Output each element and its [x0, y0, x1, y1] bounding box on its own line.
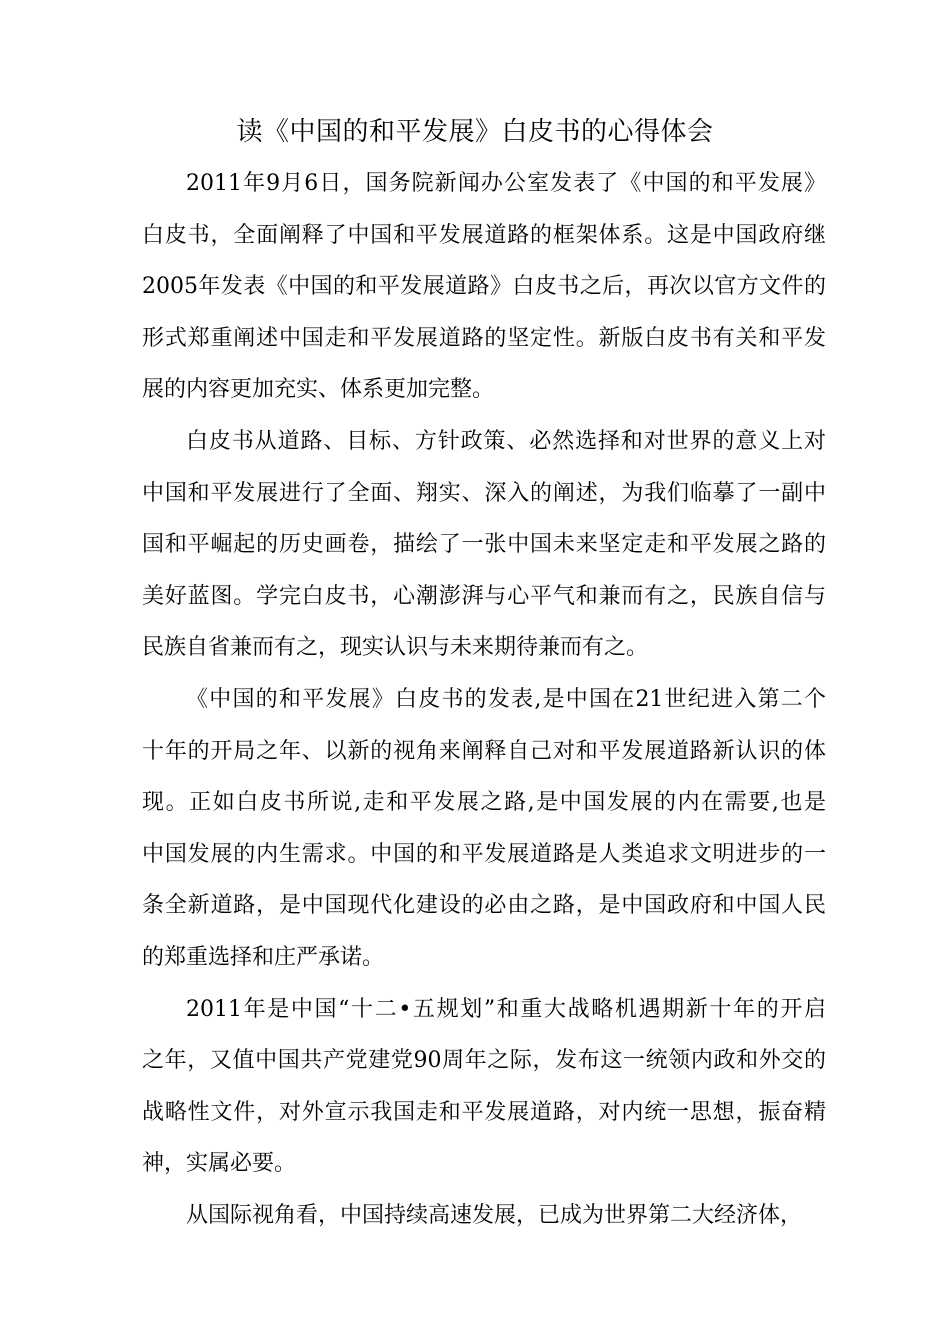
text-line: 《中国的和平发展》白皮书的发表,是中国在21世纪进入第二个 — [186, 686, 826, 712]
text-line: 2011年9月6日，国务院新闻办公室发表了《中国的和平发展》 — [186, 171, 826, 196]
text-line: 中国发展的内生需求。中国的和平发展道路是人类追求文明进步的一 — [142, 841, 826, 867]
text-line: 白皮书从道路、目标、方针政策、必然选择和对世界的意义上对 — [186, 428, 826, 454]
text-line: 中国和平发展进行了全面、翔实、深入的阐述，为我们临摹了一副中 — [142, 480, 826, 506]
text-line: 国和平崛起的历史画卷，描绘了一张中国未来坚定走和平发展之路的 — [142, 532, 826, 558]
text-line: 十年的开局之年、以新的视角来阐释自己对和平发展道路新认识的体 — [142, 738, 826, 764]
document-body — [142, 158, 826, 1241]
paragraph-3 — [142, 674, 826, 984]
paragraph-1 — [142, 158, 826, 416]
text-line: 美好蓝图。学完白皮书，心潮澎湃与心平气和兼而有之，民族自信与 — [142, 583, 826, 609]
paragraph-5 — [142, 1190, 826, 1242]
text-line: 民族自省兼而有之，现实认识与未来期待兼而有之。 — [142, 635, 649, 661]
text-line: 白皮书，全面阐释了中国和平发展道路的框架体系。这是中国政府继 — [142, 222, 826, 248]
text-line: 条全新道路，是中国现代化建设的必由之路，是中国政府和中国人民 — [142, 893, 826, 919]
text-line: 2005年发表《中国的和平发展道路》白皮书之后，再次以官方文件的 — [142, 274, 826, 300]
text-line: 从国际视角看，中国持续高速发展，已成为世界第二大经济体， — [186, 1202, 803, 1228]
text-line: 之年，又值中国共产党建党90周年之际，发布这一统领内政和外交的 — [142, 1048, 826, 1074]
paragraph-4 — [142, 984, 826, 1190]
document-title: 读《中国的和平发展》白皮书的心得体会 — [236, 117, 714, 147]
text-line: 的郑重选择和庄严承诺。 — [142, 944, 385, 970]
text-line: 现。正如白皮书所说,走和平发展之路,是中国发展的内在需要,也是 — [142, 790, 826, 816]
text-line: 战略性文件，对外宣示我国走和平发展道路，对内统一思想，振奋精 — [142, 1099, 826, 1125]
text-line: 展的内容更加充实、体系更加完整。 — [142, 377, 495, 403]
paragraph-2 — [142, 416, 826, 674]
text-line: 2011年是中国“十二•五规划”和重大战略机遇期新十年的开启 — [186, 996, 826, 1022]
text-line: 形式郑重阐述中国走和平发展道路的坚定性。新版白皮书有关和平发 — [142, 325, 826, 351]
text-line: 神，实属必要。 — [142, 1151, 297, 1177]
